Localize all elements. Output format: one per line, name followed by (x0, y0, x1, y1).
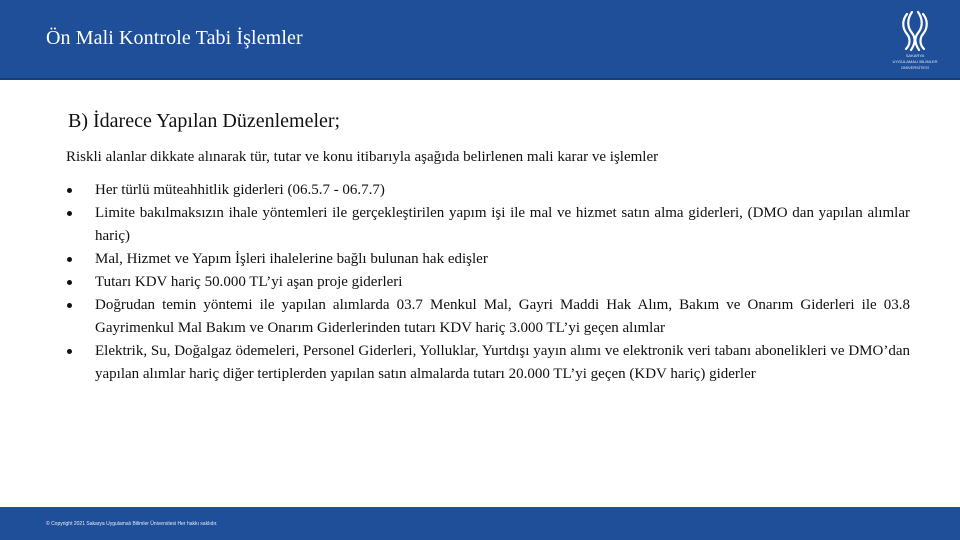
intro-paragraph: Riskli alanlar dikkate alınarak tür, tutar ve konu itibarıyla aşağıda belirlenen mali karar ve işlemler (66, 149, 659, 165)
bullet-list (66, 179, 910, 386)
list-item (66, 294, 910, 340)
bullet-icon (67, 211, 72, 216)
bullet-icon (67, 188, 72, 193)
bullet-icon (67, 303, 72, 308)
list-item-text: Doğrudan temin yöntemi ile yapılan alımlarda 03.7 Menkul Mal, Gayri Maddi Hak Alım, Bakım ve Onarım Giderleri ile 03.8 Gayrimenkul Mal Bakım ve Onarım Giderlerinden tutarı KDV hariç 3.000 TL’yi geçen alımlar (95, 297, 910, 336)
copyright-text: © Copyright 2021 Sakarya Uygulamalı Bilimler Üniversitesi Her hakkı saklıdır. (46, 521, 218, 527)
list-item (66, 271, 910, 294)
header-bar (0, 0, 960, 80)
bullet-icon (67, 349, 72, 354)
list-item (66, 179, 910, 202)
slide-content (66, 110, 910, 386)
list-item (66, 248, 910, 271)
section-title: B) İdarece Yapılan Düzenlemeler; (68, 110, 341, 132)
logo-text-line-1: SAKARYA (905, 53, 925, 58)
list-item-text: Tutarı KDV hariç 50.000 TL’yi aşan proje giderleri (95, 274, 403, 290)
bullet-icon (67, 280, 72, 285)
footer-bar (0, 507, 960, 540)
list-item-text: Limite bakılmaksızın ihale yöntemleri ile gerçekleştirilen yapım işi ile mal ve hizmet satın alma giderleri, (DMO dan yapılan alımlar hariç) (95, 205, 910, 244)
logo-text-line-2: UYGULAMALI BİLİMLER (892, 59, 938, 64)
list-item-text: Elektrik, Su, Doğalgaz ödemeleri, Personel Giderleri, Yolluklar, Yurtdışı yayın alımı ve elektronik veri tabanı abonelikleri ve DMO’dan yapılan alımlar hariç diğer tertiplerden yapılan satın almalarda tutarı 20.000 TL’yi geçen (KDV hariç) giderler (95, 343, 910, 382)
university-book-logo-icon (898, 10, 932, 52)
page-title: Ön Mali Kontrole Tabi İşlemler (46, 27, 303, 49)
logo-text-line-3: ÜNİVERSİTESİ (901, 65, 929, 70)
list-item (66, 202, 910, 248)
list-item-text: Her türlü müteahhitlik giderleri (06.5.7 - 06.7.7) (95, 182, 385, 198)
university-logo (886, 10, 944, 74)
bullet-icon (67, 257, 72, 262)
list-item (66, 340, 910, 386)
list-item-text: Mal, Hizmet ve Yapım İşleri ihalelerine bağlı bulunan hak edişler (95, 251, 488, 267)
